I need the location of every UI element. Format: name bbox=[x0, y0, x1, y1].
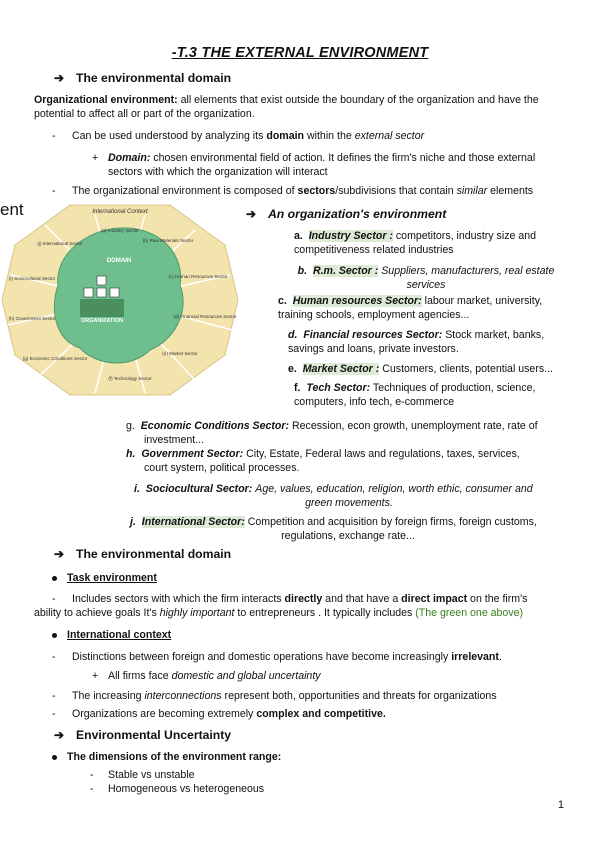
dimensions-heading bbox=[52, 750, 281, 764]
diagram-sector-c: (c) Human Resources Sector bbox=[168, 274, 228, 279]
arrow-icon: ➔ bbox=[54, 71, 65, 85]
bullet-domain-def: Domain: chosen environmental field of action. It defines the firm's niche and those external sectors with which the organization will interact bbox=[108, 152, 536, 178]
dash-marker: - bbox=[52, 708, 56, 720]
sector-b: b. R.m. Sector : Suppliers, manufacturers, real estate services bbox=[297, 265, 555, 291]
intl-bullet-1: Distinctions between foreign and domestic operations have become increasingly irrelevant. bbox=[72, 651, 502, 663]
page-title: -T.3 THE EXTERNAL ENVIRONMENT bbox=[171, 45, 429, 61]
diagram-sector-g: (g) Economic Conditions Sector bbox=[22, 356, 88, 361]
section-heading-domain-2 bbox=[54, 547, 231, 561]
heading-text: The environmental domain bbox=[76, 71, 232, 85]
sector-i: i. Sociocultural Sector: Age, values, education, religion, worth ethic, consumer and green movements. bbox=[134, 483, 533, 509]
sector-f: f. Tech Sector: Techniques of production, science, computers, info tech, e-commerce bbox=[294, 382, 536, 408]
sector-d: d. Financial resources Sector: Stock market, banks, savings and loans, private investors. bbox=[288, 329, 545, 355]
dash-marker: - bbox=[52, 185, 56, 197]
dash-marker: - bbox=[52, 593, 56, 605]
diagram-sector-j: (j) International Sector bbox=[37, 241, 83, 246]
heading-text: An organization's environment bbox=[268, 207, 447, 221]
org-env-term: Organizational environment: bbox=[34, 94, 178, 106]
section-heading-uncertainty bbox=[54, 728, 231, 742]
bullet-icon bbox=[52, 576, 57, 581]
sector-g: g. Economic Conditions Sector: Recession, econ growth, unemployment rate, rate of investment... bbox=[126, 420, 538, 446]
sector-e: e. Market Sector : Customers, clients, potential users... bbox=[288, 363, 553, 375]
arrow-icon: ➔ bbox=[246, 207, 257, 221]
bullet-icon bbox=[52, 633, 57, 638]
dash-marker: - bbox=[90, 783, 94, 795]
task-env-heading bbox=[52, 571, 157, 585]
intl-context-label: International context bbox=[67, 629, 172, 641]
diagram-sector-b: (b) Raw Materials Sector bbox=[142, 238, 194, 243]
diagram-sector-e: (e) Market Sector bbox=[162, 351, 198, 356]
plus-marker: + bbox=[92, 670, 99, 682]
org-label: ORGANIZATION bbox=[80, 318, 124, 324]
dimension-1: Stable vs unstable bbox=[108, 769, 195, 781]
intl-bullet-2: The increasing interconnections represent both, opportunities and threats for organizations bbox=[72, 690, 497, 702]
task-env-text: Includes sectors with which the firm interacts directly and that have a direct impact on the firm's bbox=[72, 593, 528, 605]
cut-off-text: ent bbox=[0, 200, 24, 219]
domain-label: DOMAIN bbox=[106, 258, 132, 264]
intl-sub-bullet: All firms face domestic and global uncertainty bbox=[108, 670, 321, 682]
section-heading-domain bbox=[54, 71, 231, 85]
dimensions-label: The dimensions of the environment range: bbox=[67, 751, 282, 763]
section-heading-org-env bbox=[246, 207, 446, 221]
dash-marker: - bbox=[52, 651, 56, 663]
dash-marker: - bbox=[90, 769, 94, 781]
environment-diagram bbox=[0, 200, 240, 400]
outer-label: International Context bbox=[92, 209, 148, 215]
dash-marker: - bbox=[52, 690, 56, 702]
org-env-paragraph bbox=[34, 93, 574, 121]
intl-bullet-3: Organizations are becoming extremely complex and competitive. bbox=[72, 708, 386, 720]
sector-c: c. Human resources Sector: labour market, university, training schools, employment agencies... bbox=[278, 295, 543, 321]
dimension-2: Homogeneous vs heterogeneous bbox=[108, 783, 265, 795]
page-number: 1 bbox=[557, 799, 564, 811]
sector-j: j. International Sector: Competition and acquisition by foreign firms, foreign customs, regulations, exchange rate... bbox=[130, 516, 537, 542]
bullet-domain: Can be used understood by analyzing its domain within the external sector bbox=[72, 130, 425, 142]
heading-text: Environmental Uncertainty bbox=[76, 728, 232, 742]
dash-marker: - bbox=[52, 130, 56, 142]
plus-marker: + bbox=[92, 152, 99, 164]
bullet-sectors: The organizational environment is composed of sectors/subdivisions that contain similar elements bbox=[72, 185, 534, 197]
task-env-text-cont: ability to achieve goals It's highly important to entrepreneurs . It typically includes (The green one above) bbox=[34, 607, 524, 619]
heading-text: The environmental domain bbox=[76, 547, 232, 561]
intl-context-heading bbox=[52, 628, 171, 642]
org-env-def-cont: potential to affect all or part of the organization. bbox=[34, 108, 255, 120]
org-env-def: all elements that exist outside the boundary of the organization and have the bbox=[180, 94, 539, 106]
diagram-sector-f: (f) Technology Sector bbox=[108, 376, 152, 381]
arrow-icon: ➔ bbox=[54, 547, 65, 561]
arrow-icon: ➔ bbox=[54, 728, 65, 742]
sector-h: h. Government Sector: City, Estate, Federal laws and regulations, taxes, services, court system, political processes. bbox=[126, 448, 520, 474]
diagram-sector-a: (a) Industry Sector bbox=[101, 228, 139, 233]
diagram-sector-h: (h) Government Sector bbox=[8, 316, 56, 321]
diagram-sector-d: (d) Financial Resources Sector bbox=[173, 314, 237, 319]
bullet-icon bbox=[52, 755, 57, 760]
diagram-sector-i: (i) Sociocultural Sector bbox=[8, 276, 56, 281]
task-env-label: Task environment bbox=[67, 572, 157, 584]
sector-a: a. Industry Sector : competitors, industry size and competitiveness related industries bbox=[294, 230, 537, 256]
